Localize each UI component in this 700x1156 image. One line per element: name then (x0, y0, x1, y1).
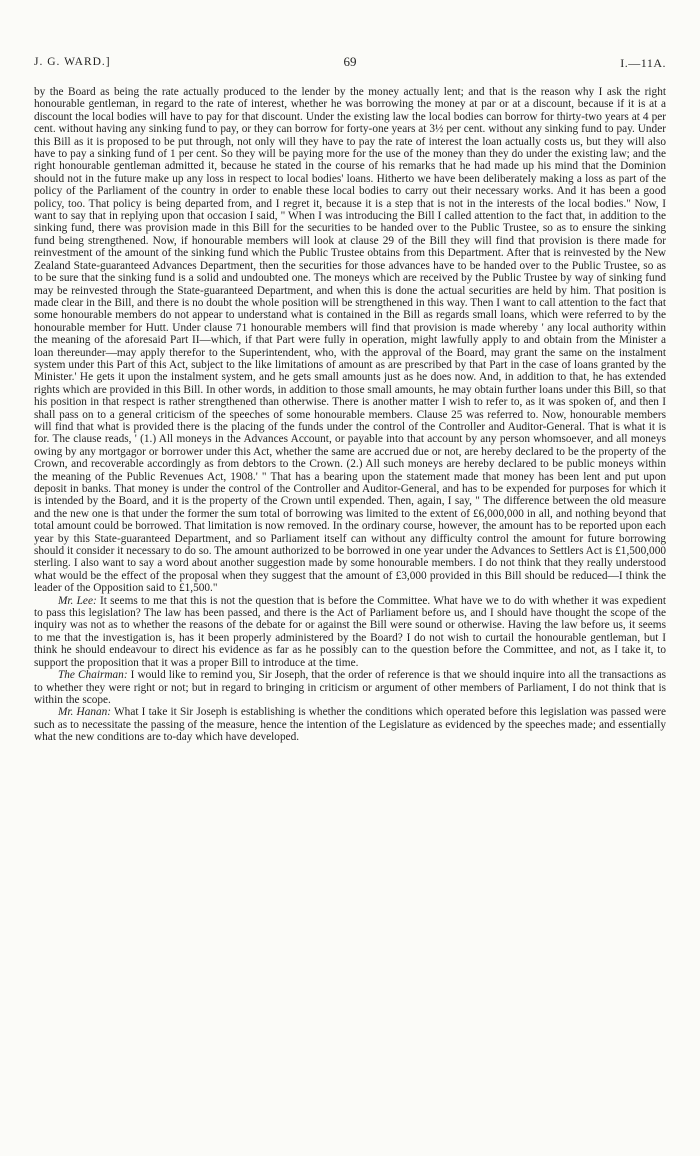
paragraph (34, 706, 666, 743)
speaker-name: Mr. Hanan: (58, 706, 112, 719)
speaker-name: Mr. Lee: (58, 594, 97, 607)
paragraph-text: I would like to remind you, Sir Joseph, that the order of reference is that we should inquire into all the transactions as to whether they were right or not; but in regard to bringing in criticism or argument of other members of Parliament, I do not think that is within the scope. (34, 669, 666, 706)
page-header (34, 56, 666, 76)
body-text (34, 86, 666, 744)
paragraph-text: What I take it Sir Joseph is establishing is whether the conditions which operated before this legislation was passed were such as to necessitate the passing of the measure, hence the intention of the Legislature as evidenced by the speeches made; and essentially what the new conditions are to-day which have developed. (34, 706, 666, 744)
speaker-name: The Chairman: (58, 669, 128, 682)
paragraph (34, 669, 666, 706)
paragraph (34, 86, 666, 595)
paragraph (34, 595, 666, 669)
paragraph-text: by the Board as being the rate actually produced to the lender by the money actually lent; and that is the reason why I ask the right honourable gentleman, in regard to the rate of interest, whether he was borrowing the money at par or at a discount, because if it is at a discount the local bodies will have to pay for that discount. Under the existing law the local bodies can borrow for thirty-two years at 4 per cent. without having any sinking fund to pay, or they can borrow for forty-one years at 3½ per cent. without any sinking fund to pay. Under this Bill as it is proposed to be put through, not only will they have to pay the rate of interest the loan actually costs us, but they will also have to pay a sinking fund of 1 per cent. So they will be paying more for the use of the money than they do under the existing law; and the right honourable gentleman admitted it, because he stated in the course of his remarks that he had made up his mind that the Dominion should not in the future make up any loss in respect to local bodies' loans. Hitherto we have been deliberately making a loss as part of the policy of the Parliament of the country in order to enable these local bodies to carry out their necessary works. And it has been a good policy, too. That policy is being departed from, and I regret it, because it is a step that is not in the interests of the local bodies." Now, I want to say that in replying upon that occasion I said, " When I was introducing the Bill I called attention to the fact that, in addition to the sinking fund, there was provision made in this Bill for the securities to be handed over to the Public Trustee, so as to ensure the sinking fund being strengthened. Now, if honourable members will look at clause 29 of the Bill they will find that provision is there made for reinvestment of the amount of the sinking fund which the Public Trustee obtains from this Department. After that is reinvested by the New Zealand State-guaranteed Advances Department, then the securities for those advances have to be handed over to the Public Trustee, so as to be sure that the sinking fund is a solid and undoubted one. The moneys which are received by the Public Trustee by way of sinking fund may be reinvested through the State-guaranteed Department, and when this is done the actual securities are held by him. That position is made clear in the Bill, and there is no doubt the whole position will be strengthened in this way. Then I want to call attention to the fact that some honourable members do not appear to understand what is contained in the Bill as regards small loans, which were referred to by the honourable member for Hutt. Under clause 71 honourable members will find that provision is made whereby ' any local authority within the meaning of the aforesaid Part II—which, if that Part were fully in operation, might lawfully apply to and obtain from the Minister a loan thereunder—may apply therefor to the Superintendent, who, with the approval of the Board, may grant the same on the instalment system under this Part of this Act, subject to the like limitations of amount as are prescribed by that Part in the case of loans granted by the Minister.' He gets it upon the instalment system, and he gets small amounts just as he does now. And, in addition to that, he has extended rights which are provided in this Bill. In other words, in addition to those small amounts, he may obtain further loans under this Bill, so that his position in that respect is rather strengthened than otherwise. There is another matter I wish to refer to, as it was spoken of, and then I shall pass on to a general criticism of the speeches of some honourable members. Clause 25 was referred to. Now, honourable members will find that what is provided there is the placing of the funds under the control of the Controller and Auditor-General. That is what it is for. The clause reads, ' (1.) All moneys in the Advances Account, or payable into that account by any person whomsoever, and all moneys owing by any mortgagor or borrower under this Act, whether the same are accrued due or not, are hereby declared to be the property of the Crown, and recoverable accordingly as from debtors to the Crown. (2.) All such moneys are hereby declared to be public moneys within the meaning of the Public Revenues Act, 1908.' " That has a bearing upon the statement made that money has been lent and put upon deposit in banks. That money is under the control of the Controller and Auditor-General, and has to be expended for purposes for which it is intended by the Board, and it is the property of the Crown until expended. Then, again, I say, " The difference between the old measure and the new one is that under the former the sum total of borrowing was limited to the extent of £6,000,000 in all, and nothing beyond that total amount could be borrowed. That limitation is now removed. In the ordinary course, however, the amount has to be reported upon each year by this State-guaranteed Department, and so Parliament itself can without any difficulty control the amount for future borrowing should it consider it necessary to do so. The amount authorized to be borrowed in one year under the Advances to Settlers Act is £1,500,000 sterling. I also want to say a word about another suggestion made by some honourable members. I do not think that they really understood what would be the effect of the proposal when they suggest that the amount of £3,000 provided in this Bill should be reduced—I think the leader of the Opposition said to £1,500." (34, 86, 666, 595)
document-reference: I.—11A. (620, 56, 666, 70)
paragraph-text: It seems to me that this is not the question that is before the Committee. What have we to do with whether it was expedient to pass this legislation? The law has been passed, and there is the Act of Parliament before us, and I should have thought the scope of the inquiry was not as to whether the reasons of the debate for or against the Bill were sound or otherwise. Having the law before us, it seems to me that the investigation is, has it been properly administered by the Board? I do not wish to curtail the honourable gentleman, but I think he should endeavour to direct his evidence as far as he possibly can to the question before the Committee, and not, as I take it, to support the proposition that it was a proper Bill to introduce at the time. (34, 594, 666, 669)
page-number: 69 (343, 54, 357, 69)
header-author: J. G. WARD.] (34, 56, 111, 68)
